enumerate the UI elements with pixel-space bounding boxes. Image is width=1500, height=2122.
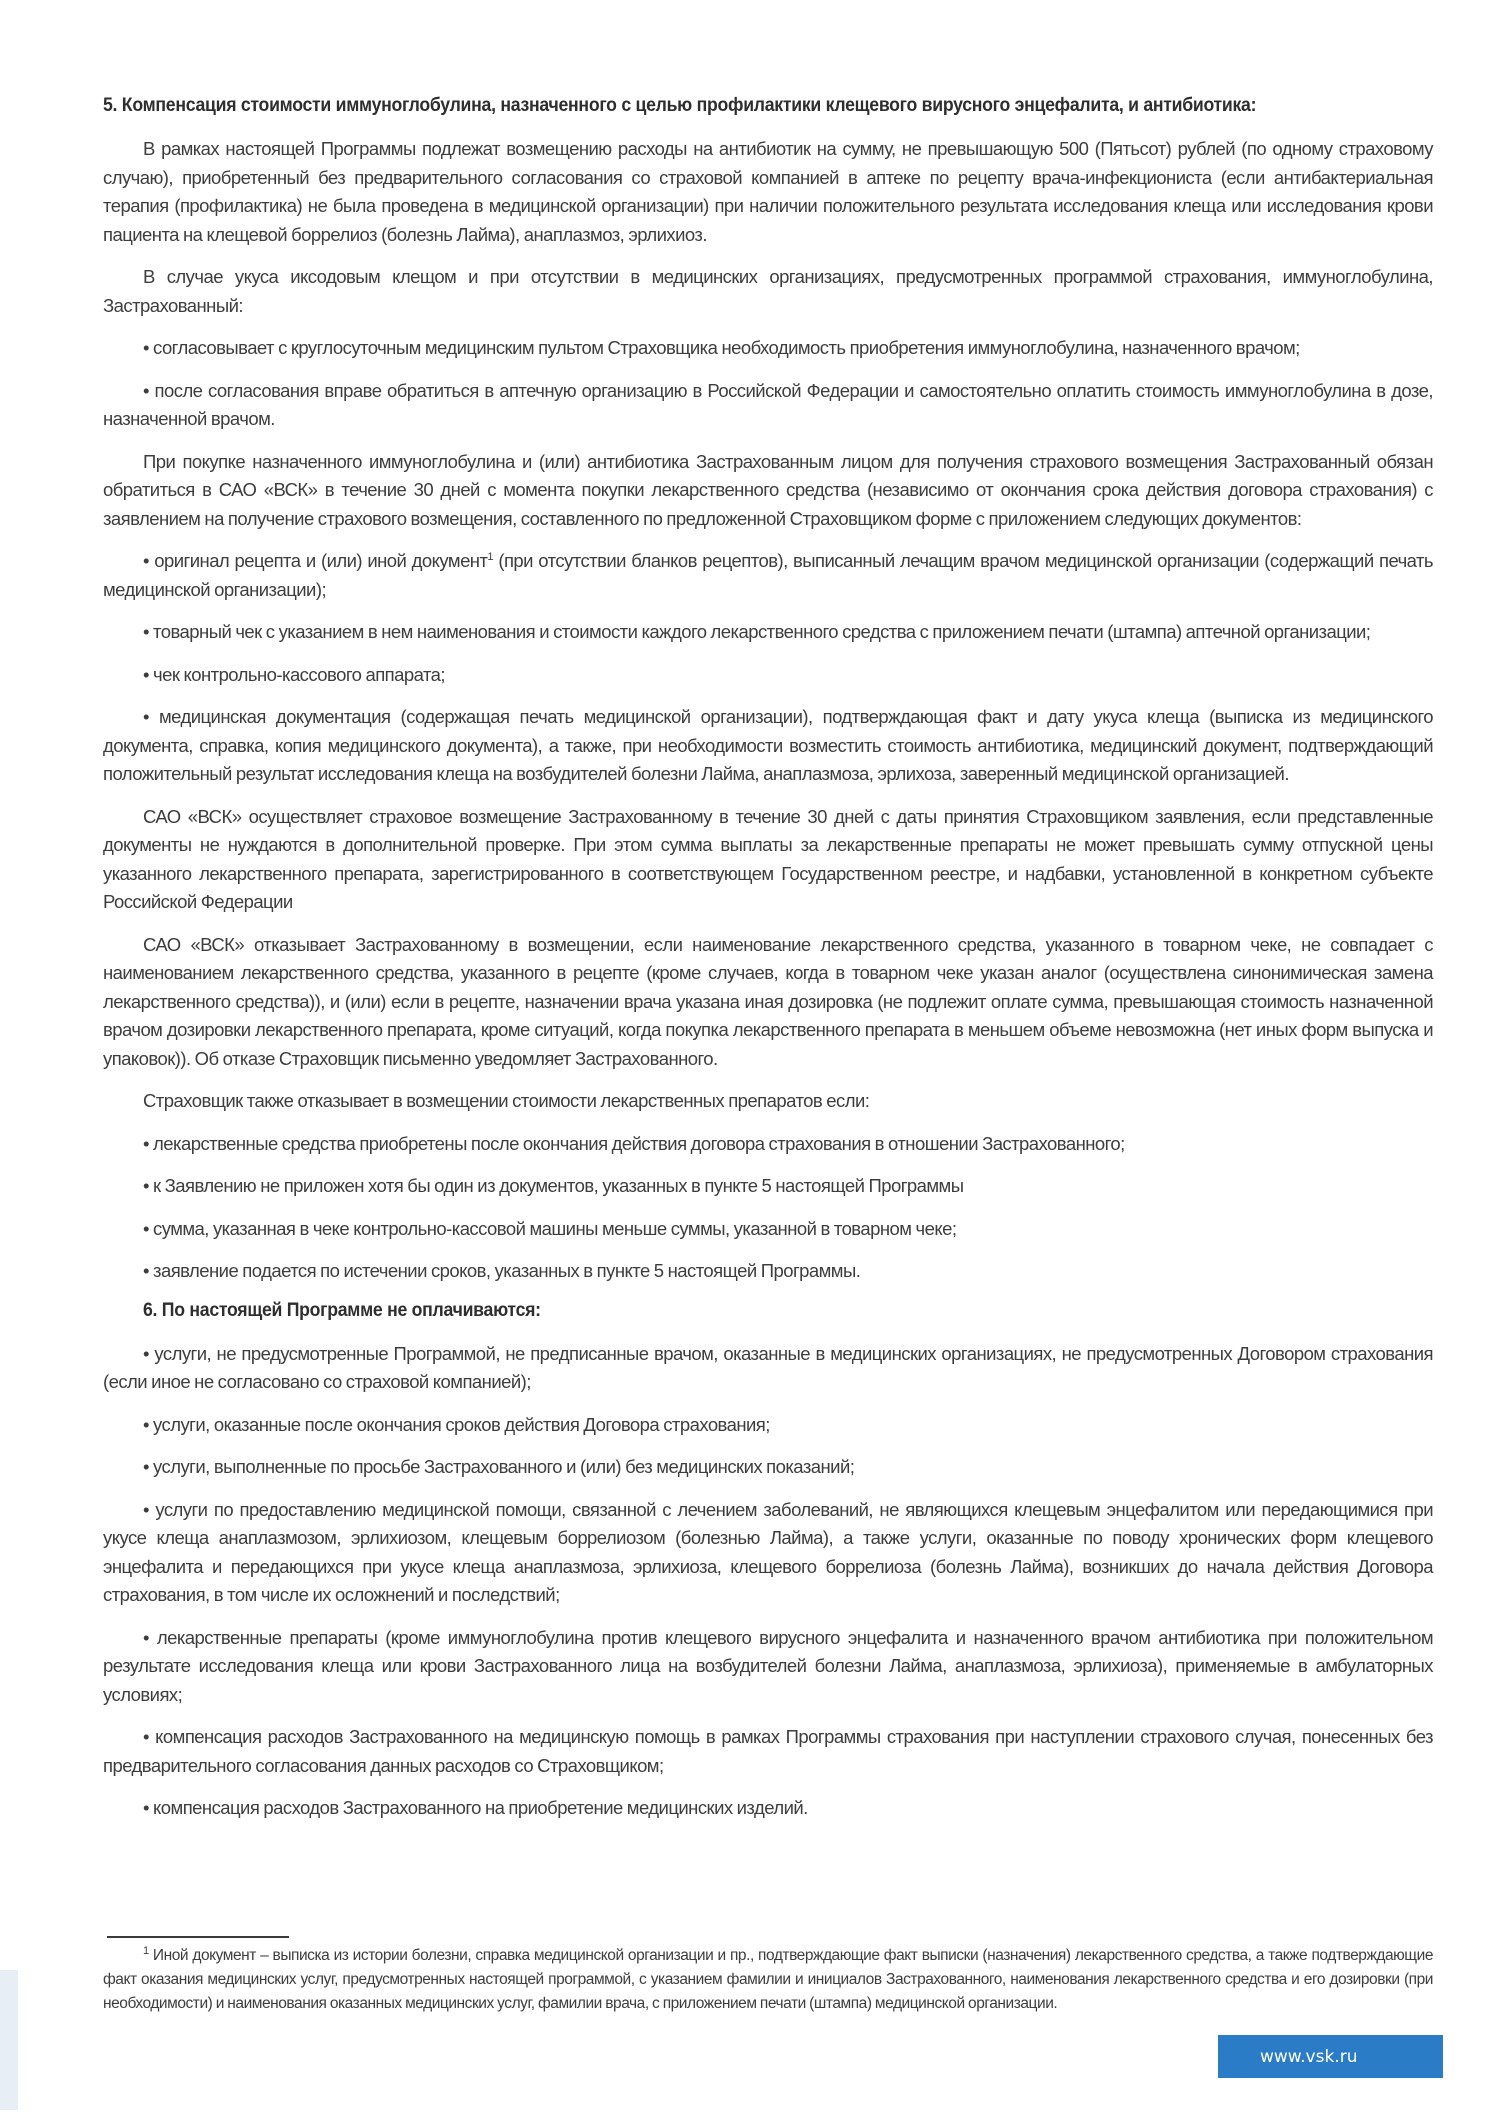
list-item-not-covered: • услуги по предоставлению медицинской помощи, связанной с лечением заболеваний, не являющихся клещевым энцефалитом или передающимися при укусе клеща анаплазмозом, эрлихиозом, клещевым боррелиозом (болезнью Лайма), а также услуги, оказанные по поводу хронических форм клещевого энцефалита и передающихся при укусе клеща анаплазмоза, эрлихиоза, клещевого боррелиоза (болезнь Лайма), возникших до начала действия Договора страхования, в том числе их осложнений и последствий; — [103, 1496, 1433, 1610]
footnote — [103, 1944, 1433, 2016]
website-url: www.vsk.ru — [1260, 2046, 1358, 2067]
footnote-divider — [107, 1936, 289, 1938]
scan-edge-strip — [0, 1970, 18, 2110]
list-item-not-covered: • услуги, оказанные после окончания сроков действия Договора страхования; — [103, 1411, 1433, 1440]
section-6-heading: 6. По настоящей Программе не оплачиваются: — [143, 1299, 541, 1321]
list-item-not-covered: • компенсация расходов Застрахованного на медицинскую помощь в рамках Программы страхования при наступлении страхового случая, понесенных без предварительного согласования данных расходов со Страховщиком; — [103, 1723, 1433, 1780]
list-item-document-medical-records: • медицинская документация (содержащая печать медицинской организации), подтверждающая факт и дату укуса клеща (выписка из медицинского документа, справка, копия медицинского документа), а также, при необходимости возместить стоимость антибиотика, медицинский документ, подтверждающий положительный результат исследования клеща на возбудителей болезни Лайма, анаплазмоза, эрлихоза, заверенный медицинской организацией. — [103, 703, 1433, 789]
document-page — [103, 95, 1433, 1837]
list-item-not-covered: • компенсация расходов Застрахованного на приобретение медицинских изделий. — [103, 1794, 1433, 1823]
list-item-buy-immunoglobulin: • после согласования вправе обратиться в аптечную организацию в Российской Федерации и самостоятельно оплатить стоимость иммуноглобулина в дозе, назначенной врачом. — [103, 377, 1433, 434]
section-5-paragraph-antibiotic: В рамках настоящей Программы подлежат возмещению расходы на антибиотик на сумму, не превышающую 500 (Пятьсот) рублей (по одному страховому случаю), приобретенный без предварительного согласования со страховой компанией в аптеке по рецепту врача-инфекциониста (если антибактериальная терапия (профилактика) не была проведена в медицинской организации) при наличии положительного результата исследования клеща или исследования крови пациента на клещевой боррелиоз (болезнь Лайма), анаплазмоз, эрлихиоз. — [103, 138, 1433, 245]
website-badge — [1218, 2035, 1443, 2078]
section-5-heading: 5. Компенсация стоимости иммуноглобулина, назначенного с целью профилактики клещевого вирусного энцефалита, и антибиотика: — [103, 95, 1257, 116]
list-item-agree-with-insurer: • согласовывает с круглосуточным медицинским пультом Страховщика необходимость приобретения иммуноглобулина, назначенного врачом; — [103, 334, 1433, 363]
section-5-paragraph-purchase: При покупке назначенного иммуноглобулина и (или) антибиотика Застрахованным лицом для получения страхового возмещения Застрахованный обязан обратиться в САО «ВСК» в течение 30 дней с момента покупки лекарственного средства (независимо от окончания срока действия договора страхования) с заявлением на получение страхового возмещения, составленного по предложенной Страховщиком форме с приложением следующих документов: — [103, 450, 1433, 529]
list-item-document-prescription: • оригинал рецепта и (или) иной документ$^1$ (при отсутствии бланков рецептов), выписанный лечащим врачом медицинской организации (содержащий печать медицинской организации); — [103, 547, 1433, 604]
list-item-refusal-reason: • заявление подается по истечении сроков, указанных в пункте 5 настоящей Программы. — [103, 1257, 1433, 1286]
footnote-text: $^1$ Иной документ – выписка из истории болезни, справка медицинской организации и пр., подтверждающие факт выписки (назначения) лекарственного средства, а также подтверждающие факт оказания медицинских услуг, предусмотренных настоящей программой, с указанием фамилии и инициалов Застрахованного, наименования лекарственного средства и его дозировки (при необходимости) и наименования оказанных медицинских услуг, фамилии врача, с приложением печати (штампа) медицинской организации. — [103, 1944, 1433, 2012]
list-item-refusal-reason: • лекарственные средства приобретены после окончания действия договора страхования в отношении Застрахованного; — [103, 1130, 1433, 1159]
footnote-reference: 1 — [487, 550, 493, 563]
list-item-not-covered: • услуги, не предусмотренные Программой, не предписанные врачом, оказанные в медицинских организациях, не предусмотренных Договором страхования (если иное не согласовано со страховой компанией); — [103, 1340, 1433, 1397]
list-item-refusal-reason: • сумма, указанная в чеке контрольно-кассовой машины меньше суммы, указанной в товарном чеке; — [103, 1215, 1433, 1244]
section-5-paragraph-reimbursement: САО «ВСК» осуществляет страховое возмещение Застрахованному в течение 30 дней с даты принятия Страховщиком заявления, если представленные документы не нуждаются в дополнительной проверке. При этом сумма выплаты за лекарственные препараты не может превышать сумму отпускной цены указанного лекарственного препарата, зарегистрированного в соответствующем Государственном реестре, и надбавки, установленной в конкретном субъекте Российской Федерации — [103, 805, 1433, 912]
section-5-paragraph-tick-bite: В случае укуса иксодовым клещом и при отсутствии в медицинских организациях, предусмотренных программой страхования, иммуноглобулина, Застрахованный: — [103, 266, 1433, 316]
list-item-refusal-reason: • к Заявлению не приложен хотя бы один из документов, указанных в пункте 5 настоящей Программы — [103, 1172, 1433, 1201]
section-5-paragraph-refusal-intro: Страховщик также отказывает в возмещении стоимости лекарственных препаратов если: — [143, 1090, 870, 1111]
list-item-not-covered: • лекарственные препараты (кроме иммуноглобулина против клещевого вирусного энцефалита и назначенного врачом антибиотика при положительном результате исследования клеща или крови Застрахованного лица на возбудителей болезни Лайма, анаплазмоза, эрлихиоза), применяемые в амбулаторных условиях; — [103, 1624, 1433, 1710]
list-item-not-covered: • услуги, выполненные по просьбе Застрахованного и (или) без медицинских показаний; — [103, 1453, 1433, 1482]
section-5-paragraph-refusal: САО «ВСК» отказывает Застрахованному в возмещении, если наименование лекарственного средства, указанного в товарном чеке, не совпадает с наименованием лекарственного средства, указанного в рецепте (кроме случаев, когда в товарном чеке указан аналог (осуществлена синонимическая замена лекарственного средства)), и (или) если в рецепте, назначении врача указана иная дозировка (не подлежит оплате сумма, превышающая стоимость назначенной врачом дозировки лекарственного препарата, кроме ситуаций, когда покупка лекарственного препарата в меньшем объеме невозможна (нет иных форм выпуска и упаковок)). Об отказе Страховщик письменно уведомляет Застрахованного. — [103, 933, 1433, 1069]
list-item-document-sales-receipt: • товарный чек с указанием в нем наименования и стоимости каждого лекарственного средства с приложением печати (штампа) аптечной организации; — [103, 618, 1433, 647]
list-item-document-cash-receipt: • чек контрольно-кассового аппарата; — [103, 661, 1433, 690]
footnote-marker: 1 — [143, 1944, 149, 1957]
